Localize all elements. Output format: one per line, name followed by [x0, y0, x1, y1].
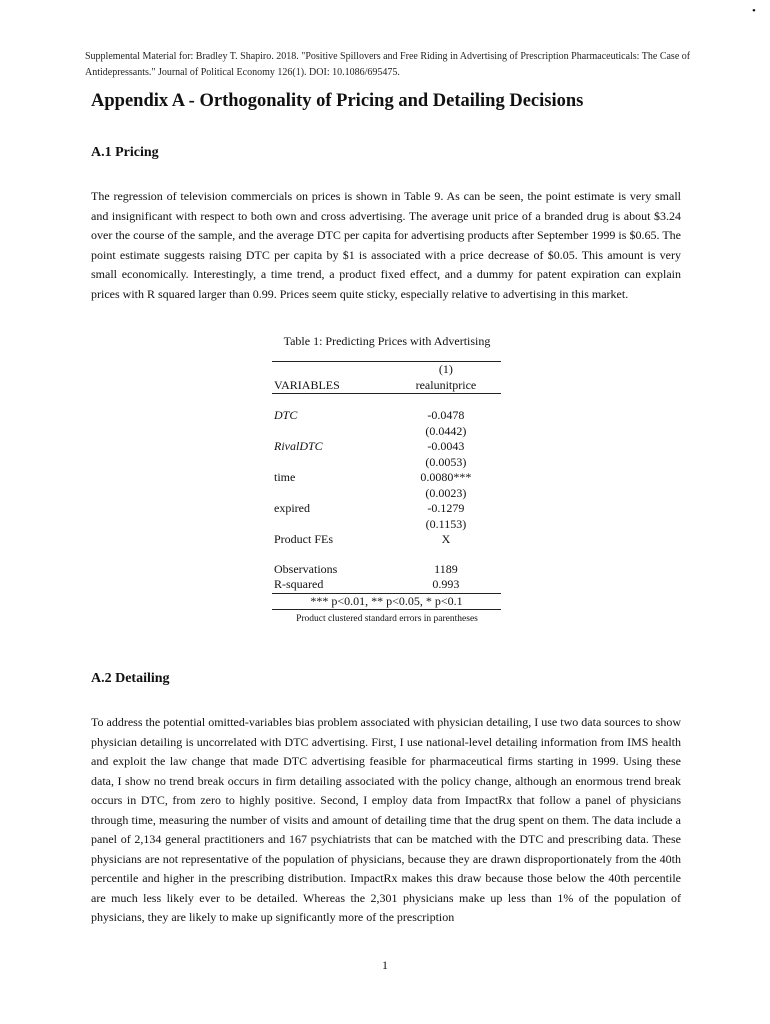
significance-note: *** p<0.01, ** p<0.05, * p<0.1 [272, 593, 501, 610]
fixed-effects-label: Product FEs [274, 532, 334, 546]
observations-label: Observations [274, 561, 338, 576]
page-number: 1 [382, 958, 388, 972]
significance-note-row [272, 593, 501, 610]
supplement-note: Supplemental Material for: Bradley T. Shapiro. 2018. "Positive Spillovers and Free Riding in Advertising of Prescription Pharmaceuticals: The Case of Antidepressants." Journal of Political Economy 126(1). DOI: 10.1086/695475. [85, 51, 691, 78]
pricing-paragraph: The regression of television commercials on prices is shown in Table 9. As can be seen, the point estimate is very small and insignificant with respect to both own and cross advertising. The average unit price of a branded drug is about $3.24 over the course of the sample, and the average DTC per capita for advertising products after September 1999 is $0.65. The point estimate suggests raising DTC per capita by $1 is associated with a price decrease of $0.05. This amount is very small economically. Interestingly, a time trend, a product fixed effect, and a dummy for patent expiration can explain prices with R squared larger than 0.99. Prices seem quite sticky, especially relative to advertising in this market. [91, 189, 681, 301]
dependent-variable-header: realunitprice [391, 378, 501, 394]
corner-mark: • [752, 5, 756, 17]
appendix-title: Appendix A - Orthogonality of Pricing and Detailing Decisions [91, 91, 584, 111]
table-row [272, 455, 501, 471]
section-heading-pricing: A.1 Pricing [91, 145, 159, 160]
standard-error: (0.0053) [425, 454, 467, 469]
table-row [272, 439, 501, 455]
table-caption: Table 1: Predicting Prices with Advertising [283, 334, 491, 348]
detailing-paragraph: To address the potential omitted-variables bias problem associated with physician detailing, I use two data sources to show physician detailing is uncorrelated with DTC advertising. First, I use national-level detailing information from IMS health and exploit the law change that made DTC advertising feasible for pharmaceutical firms starting in 1999. Using these data, I show no trend break occurs in firm detailing associated with the policy change, although an enormous trend break occurs in DTC, from zero to highly positive. Second, I employ data from ImpactRx that follow a panel of physicians through time, measuring the number of visits and amount of detailing time that the drug spent on them. The data include a panel of 2,134 general practitioners and 167 psychiatrists that can be matched with the DTC and prescribing data. These physicians are not representative of the population of physicians, because they are drawn disproportionately from the 40th percentile and higher in the prescribing distribution. ImpactRx makes this draw because those below the 40th percentile are much less likely ever to be detailed. Whereas the 2,301 physicians make up less than 1% of the population of physicians, they are likely to make up significantly more of the prescription [91, 715, 681, 924]
variable-name: expired [274, 501, 310, 515]
table-row [272, 577, 501, 593]
variable-name: time [274, 470, 296, 484]
fixed-effects-value: X [441, 532, 451, 546]
coefficient: -0.0478 [427, 408, 465, 422]
table-row [272, 517, 501, 533]
table-row [272, 424, 501, 440]
table-header-row [272, 378, 501, 394]
table-row [272, 486, 501, 502]
observations-value: 1189 [434, 561, 458, 576]
coefficient: 0.0080*** [420, 470, 472, 484]
table-row [272, 501, 501, 517]
table-row [272, 408, 501, 424]
coefficient: -0.1279 [427, 501, 465, 515]
table-row [272, 562, 501, 578]
coefficient: -0.0043 [427, 439, 465, 453]
variables-header: VARIABLES [272, 378, 391, 394]
column-number: (1) [391, 362, 501, 378]
standard-error: (0.0442) [425, 423, 467, 438]
table-header-row [272, 362, 501, 378]
standard-error: (0.1153) [425, 516, 467, 531]
section-heading-detailing: A.2 Detailing [91, 671, 170, 686]
standard-error: (0.0023) [425, 485, 467, 500]
table-row [272, 532, 501, 548]
variable-name: DTC [274, 408, 298, 422]
variable-name: RivalDTC [274, 439, 323, 453]
regression-table [272, 361, 501, 610]
r-squared-value: 0.993 [391, 577, 501, 593]
table-footnote: Product clustered standard errors in parentheses [296, 614, 478, 624]
table-row [272, 470, 501, 486]
r-squared-label: R-squared [272, 577, 391, 593]
